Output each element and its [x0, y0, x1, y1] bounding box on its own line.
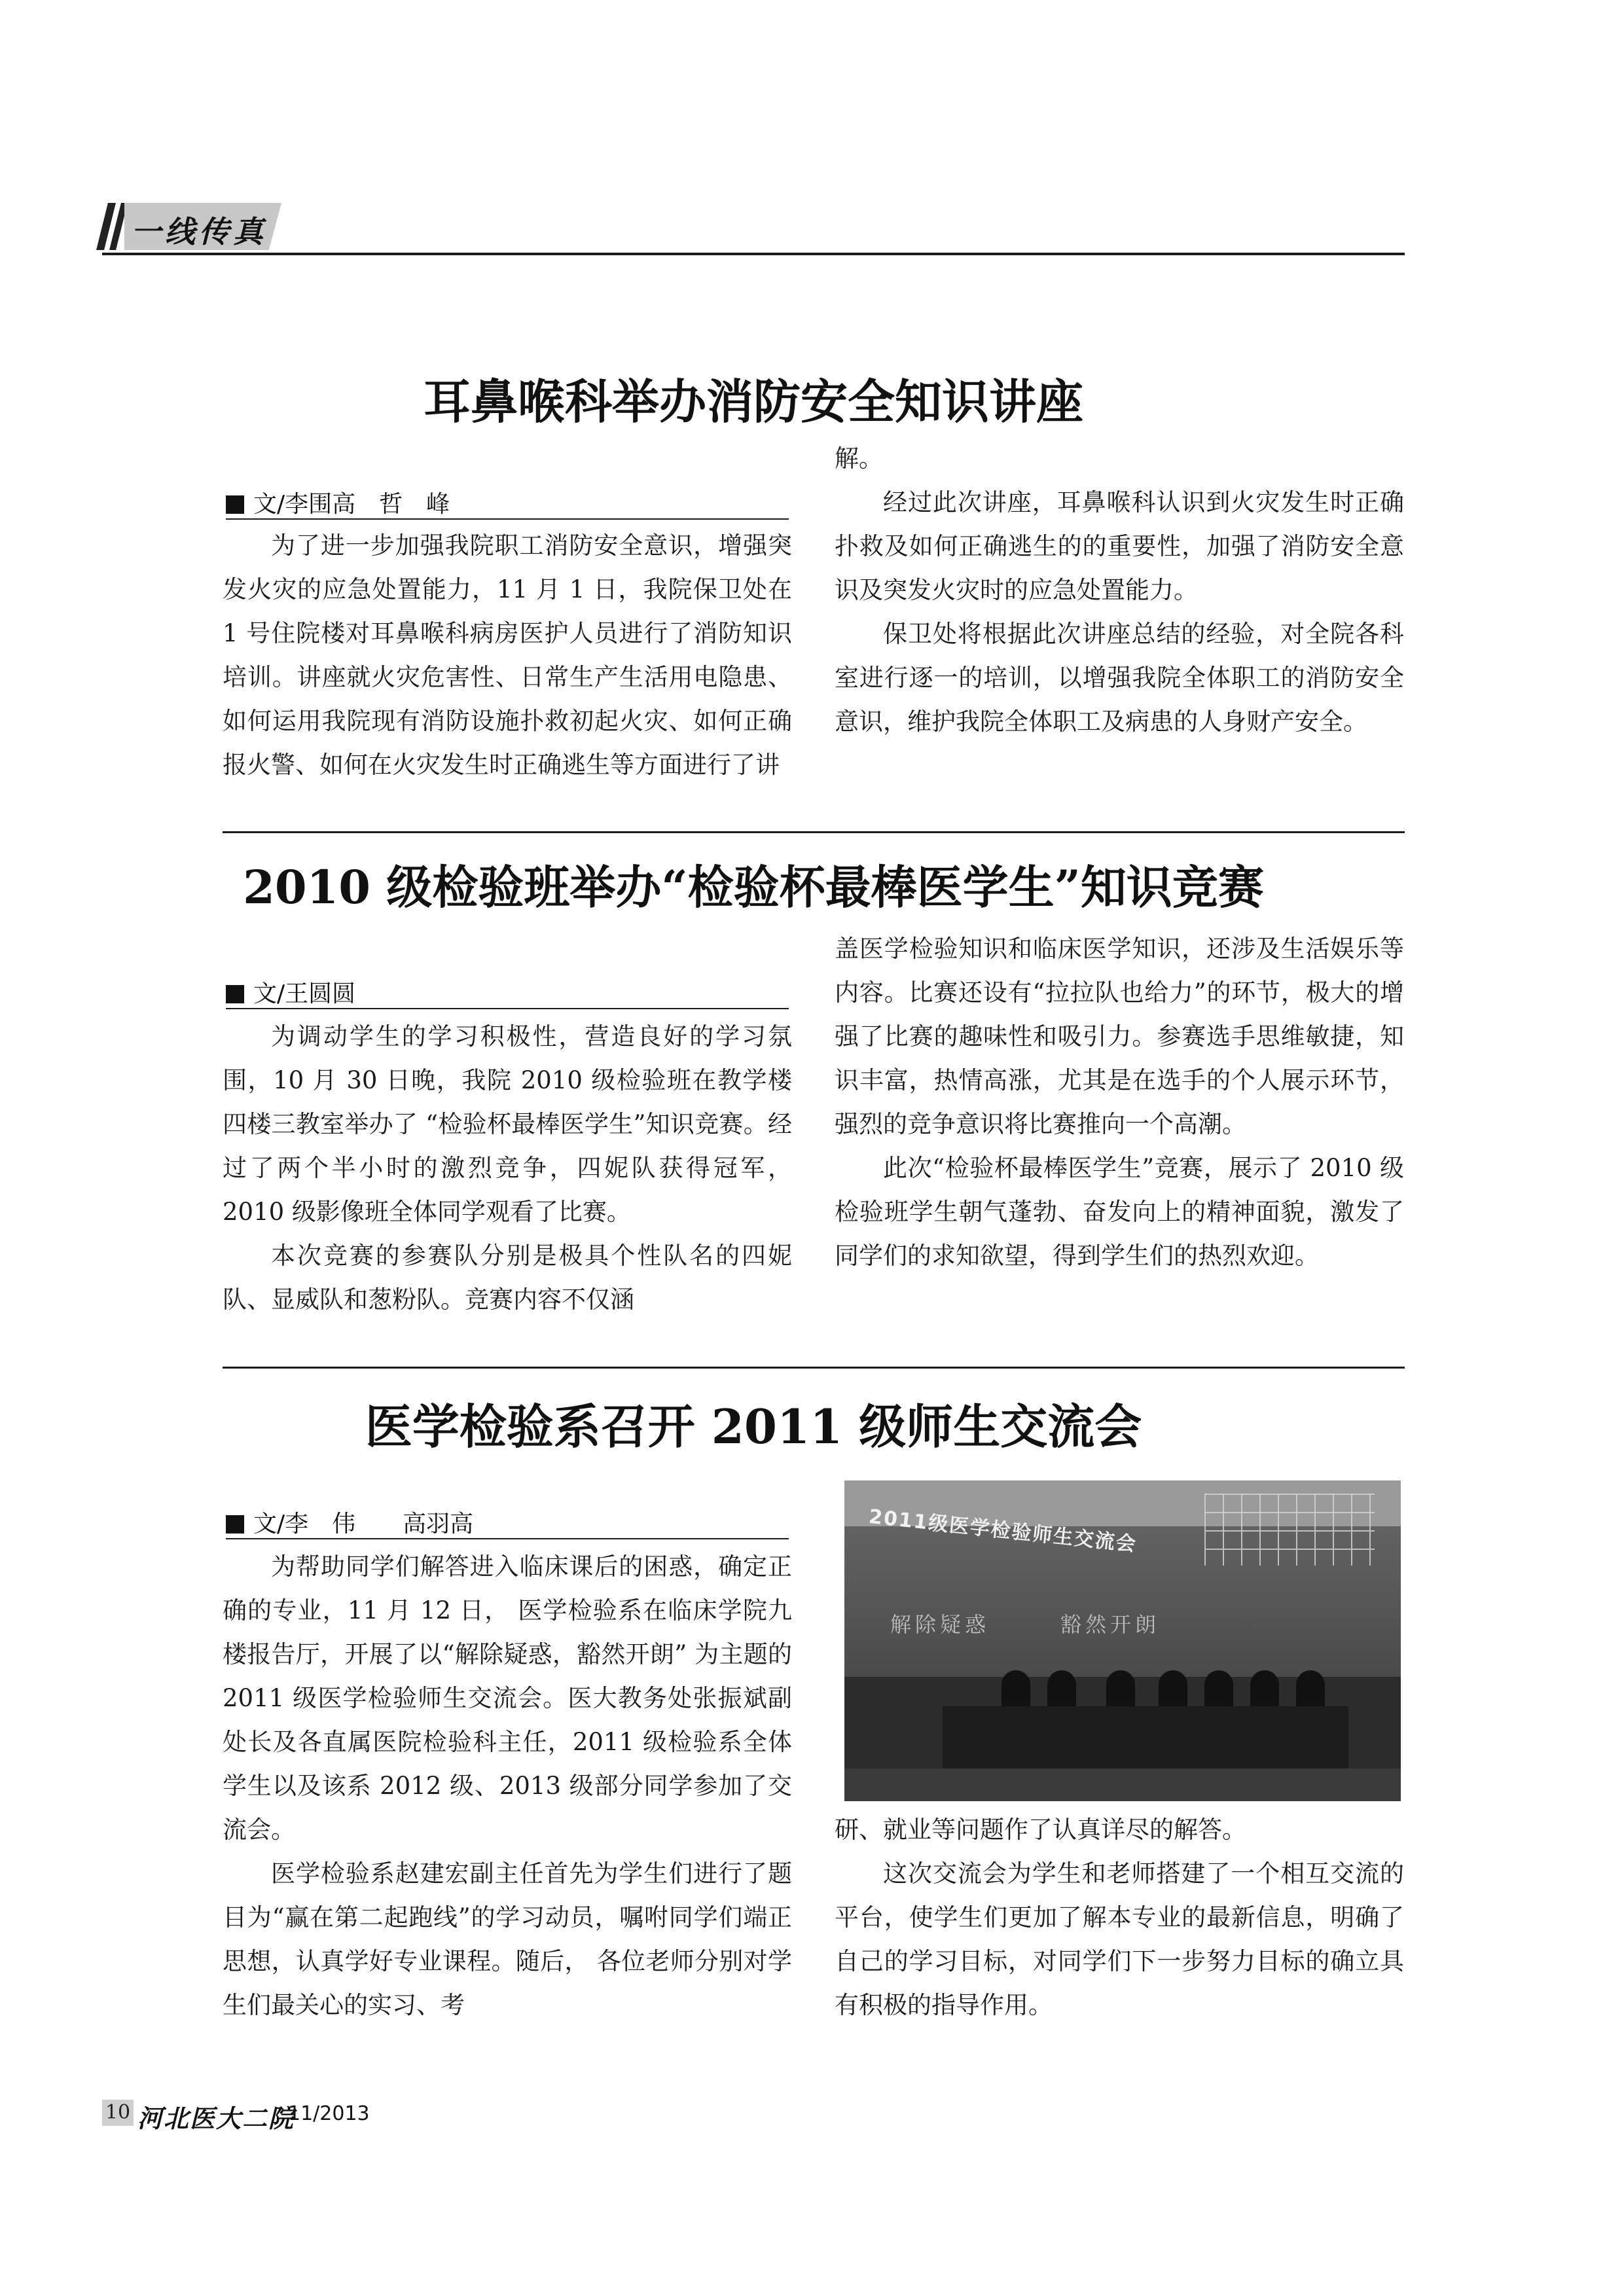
article-title: 2010 级检验班举办“检验杯最棒医学生”知识竞赛 — [243, 860, 1264, 914]
photo-floor — [844, 1768, 1401, 1801]
paragraph: 盖医学检验知识和临床医学知识，还涉及生活娱乐等内容。比赛还设有“拉拉队也给力”的环节，极大的增强了比赛的趣味性和吸引力。参赛选手思维敏捷，知识丰富，热情高涨，尤其是在选手的个人展示环节，强烈的竞争意识将比赛推向一个高潮。 — [835, 935, 1404, 1138]
issue-number: 11/2013 — [288, 2102, 370, 2125]
photo-person — [1001, 1670, 1030, 1711]
byline-rule — [226, 518, 789, 520]
article-title: 耳鼻喉科举办消防安全知识讲座 — [423, 374, 1083, 429]
photo-person — [1106, 1670, 1135, 1711]
article-column-right — [835, 1808, 1404, 2027]
paragraph: 本次竞赛的参赛队分别是极具个性队名的四妮队、显威队和葱粉队。竞赛内容不仅涵 — [223, 1242, 792, 1314]
paragraph: 这次交流会为学生和老师搭建了一个相互交流的平台，使学生们更加了解本专业的最新信息，明确了自己的学习目标，对同学们下一步努力目标的确立具有积极的指导作用。 — [835, 1859, 1404, 2019]
article-column-left — [223, 524, 792, 787]
article-column-left — [223, 1014, 792, 1321]
section-rule — [102, 253, 1405, 255]
byline-marker — [226, 1515, 244, 1534]
photo-person — [1159, 1670, 1187, 1711]
paragraph: 医学检验系赵建宏副主任首先为学生们进行了题目为“赢在第二起跑线”的学习动员，嘱咐同学们端正思想，认真学好专业课程。随后， 各位老师分别对学生们最关心的实习、考 — [223, 1859, 792, 2019]
photo-slogan-left: 解除疑惑 — [890, 1612, 990, 1637]
page-number: 10 — [102, 2100, 134, 2126]
byline-text: 文/王圆圆 — [253, 980, 356, 1007]
byline-rule — [226, 1538, 789, 1539]
photo-table — [943, 1706, 1348, 1768]
byline-text: 文/李 伟 高羽高 — [253, 1511, 474, 1537]
byline-rule — [226, 1008, 789, 1009]
journal-name: 河北医大二院 — [137, 2104, 295, 2133]
paragraph: 保卫处将根据此次讲座总结的经验，对全院各科室进行逐一的培训，以增强我院全体职工的消防安全意识，维护我院全体职工及病患的人身财产安全。 — [835, 620, 1404, 736]
article-column-right — [835, 437, 1404, 744]
article-byline — [226, 975, 356, 1007]
photo-person — [1204, 1670, 1233, 1711]
article-column-right — [835, 927, 1404, 1278]
article-column-left — [223, 1545, 792, 2027]
event-photo — [844, 1480, 1401, 1801]
paragraph: 为了进一步加强我院职工消防安全意识，增强突发火灾的应急处置能力，11 月 1 日，我院保卫处在 1 号住院楼对耳鼻喉科病房医护人员进行了消防知识培训。讲座就火灾危害性、日常生产生活用电隐患、如何运用我院现有消防设施扑救初起火灾、如何正确报火警、如何在火灾发生时正确逃生等方面进行了讲 — [223, 531, 792, 779]
article-title: 医学检验系召开 2011 级师生交流会 — [365, 1399, 1142, 1454]
paragraph: 此次“检验杯最棒医学生”竞赛，展示了 2010 级检验班学生朝气蓬勃、奋发向上的精神面貌，激发了同学们的求知欲望，得到学生们的热烈欢迎。 — [835, 1154, 1404, 1270]
article-divider — [223, 831, 1405, 833]
paragraph: 为帮助同学们解答进入临床课后的困惑，确定正确的专业，11 月 12 日， 医学检验系在临床学院九楼报告厅，开展了以“解除疑惑，豁然开朗” 为主题的 2011 级医学检验师生交流会。医大教务处张振斌副处长及各直属医院检验科主任，2011 级检验系全体学生以及该系 2012 级、2013 级部分同学参加了交流会。 — [223, 1552, 792, 1844]
section-label: 一线传真 — [131, 214, 267, 249]
photo-person — [1296, 1670, 1325, 1711]
byline-text: 文/李围高 哲 峰 — [253, 491, 450, 518]
article-byline — [226, 1505, 474, 1537]
paragraph: 解。 — [835, 444, 883, 473]
photo-slogan-right: 豁然开朗 — [1060, 1612, 1161, 1637]
article-byline — [226, 486, 450, 518]
photo-banner-text: 2011级医学检验师生交流会 — [867, 1505, 1138, 1556]
photo-person — [1047, 1670, 1076, 1711]
article-divider — [223, 1367, 1405, 1369]
photo-person — [1250, 1670, 1279, 1711]
byline-marker — [226, 495, 244, 514]
paragraph: 为调动学生的学习积极性，营造良好的学习氛围，10 月 30 日晚，我院 2010 级检验班在教学楼四楼三教室举办了 “检验杯最棒医学生”知识竞赛。经过了两个半小时的激烈竞争，四妮队获得冠军，2010 级影像班全体同学观看了比赛。 — [223, 1022, 792, 1226]
paragraph: 研、就业等问题作了认真详尽的解答。 — [835, 1816, 1246, 1844]
byline-marker — [226, 985, 244, 1003]
paragraph: 经过此次讲座，耳鼻喉科认识到火灾发生时正确扑救及如何正确逃生的的重要性，加强了消防安全意识及突发火灾时的应急处置能力。 — [835, 488, 1404, 604]
photo-ceiling-grid — [1204, 1494, 1375, 1566]
